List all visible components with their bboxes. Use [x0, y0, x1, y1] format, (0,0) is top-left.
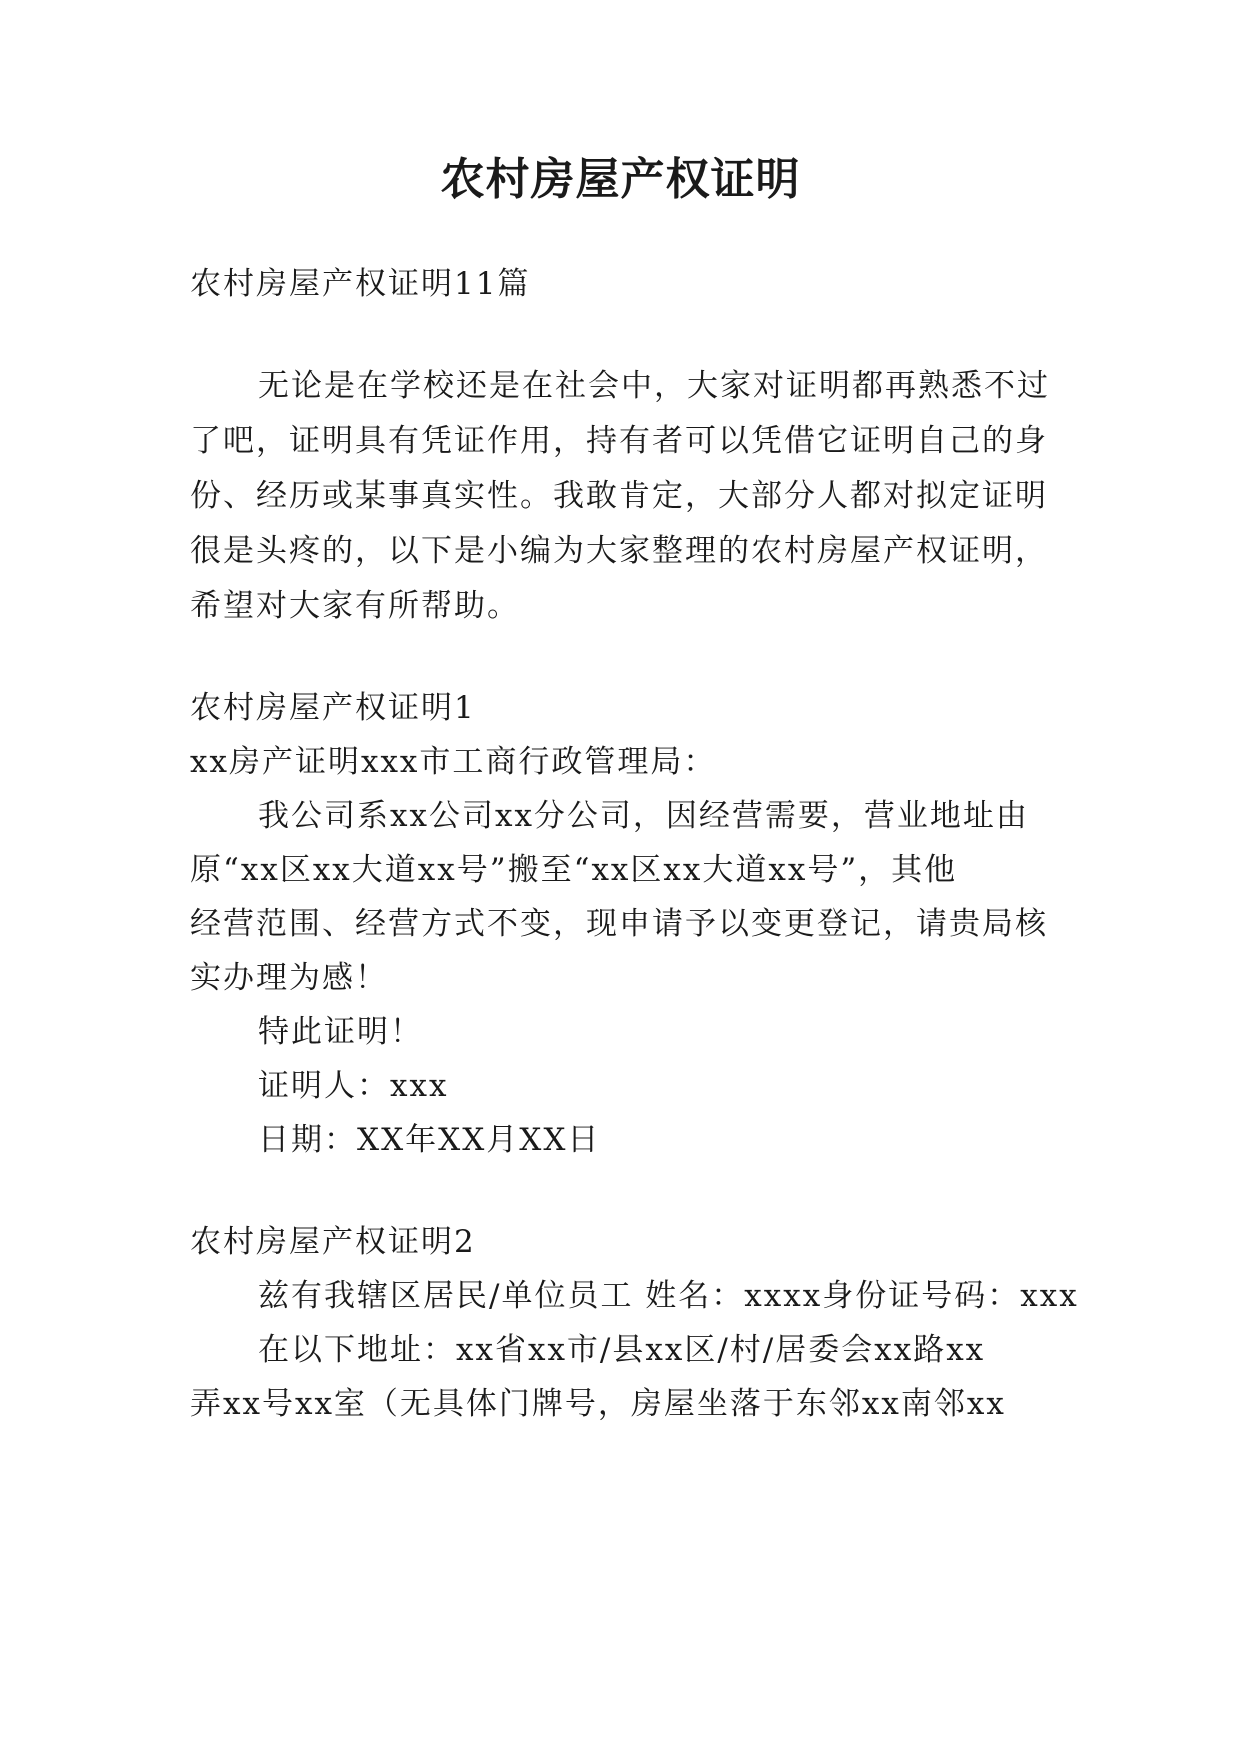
section-1-heading: 农村房屋产权证明1 — [190, 690, 476, 726]
section-2-line: 弄xx号xx室（无具体门牌号，房屋坐落于东邻xx南邻xx — [190, 1386, 1006, 1422]
section-1-body-line: 实办理为感！ — [190, 960, 388, 996]
section-1-body-line: 经营范围、经营方式不变，现申请予以变更登记，请贵局核 — [190, 906, 1048, 942]
intro-line: 希望对大家有所帮助。 — [190, 588, 520, 624]
document-title: 农村房屋产权证明 — [440, 154, 801, 205]
section-2-line: 在以下地址：xx省xx市/县xx区/村/居委会xx路xx — [258, 1332, 986, 1368]
section-1-body-line: 我公司系xx公司xx分公司，因经营需要，营业地址由 — [258, 798, 1029, 834]
section-1-body-line: 原“xx区xx大道xx号”搬至“xx区xx大道xx号”，其他 — [190, 852, 958, 888]
intro-line: 无论是在学校还是在社会中，大家对证明都再熟悉不过 — [258, 368, 1050, 404]
section-2-heading: 农村房屋产权证明2 — [190, 1224, 476, 1260]
section-2-line: 兹有我辖区居民/单位员工 姓名：xxxx身份证号码：xxx — [258, 1278, 1079, 1314]
intro-line: 很是头疼的，以下是小编为大家整理的农村房屋产权证明， — [190, 533, 1048, 569]
document-subtitle: 农村房屋产权证明11篇 — [190, 266, 531, 302]
intro-line: 份、经历或某事真实性。我敢肯定，大部分人都对拟定证明 — [190, 478, 1048, 514]
section-1-addressee: xx房产证明xxx市工商行政管理局： — [190, 744, 717, 780]
section-1-closing: 特此证明！ — [258, 1014, 423, 1050]
section-1-witness: 证明人：xxx — [258, 1068, 449, 1104]
section-1-date: 日期：XX年XX月XX日 — [258, 1122, 601, 1158]
intro-line: 了吧，证明具有凭证作用，持有者可以凭借它证明自己的身 — [190, 423, 1048, 459]
